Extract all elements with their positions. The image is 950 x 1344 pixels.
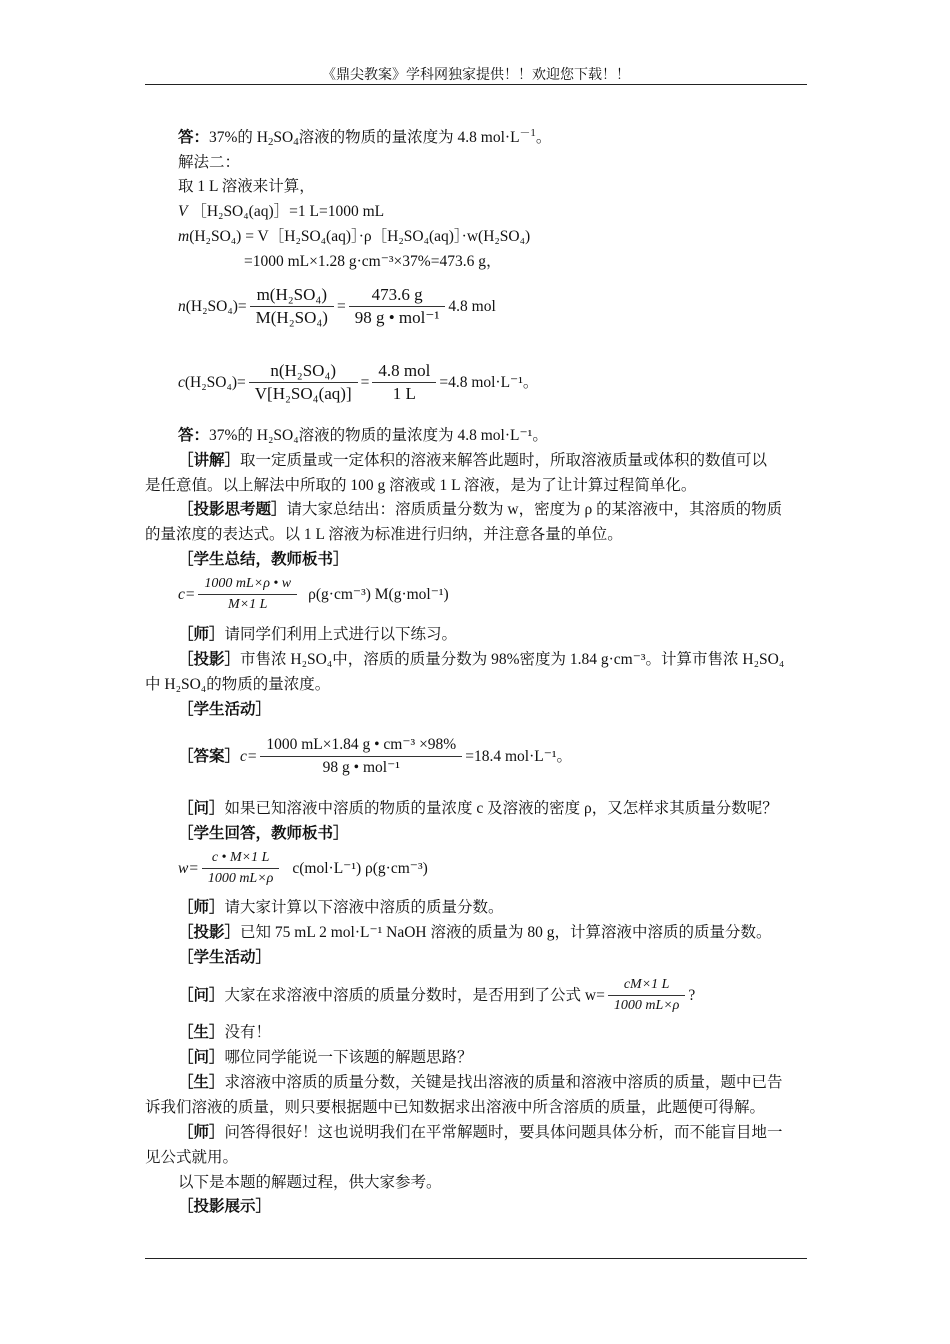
question-line-3: ［问］哪位同学能说一下该题的解题思路？ <box>178 1049 473 1066</box>
formula-w-fraction: $\frac{c • M\times 1 L}{1000 mL\times\rho}$ <box>202 848 280 889</box>
page-header: 《鼎尖教案》学科网独家提供！！欢迎您下载！！ <box>322 68 630 83</box>
footer-rule <box>145 1258 807 1259</box>
question-fraction: $\frac{cM\times 1 L}{1000 mL\times\rho}$ <box>608 975 686 1016</box>
take-1L-line: 取 1 L 溶液来计算， <box>178 178 315 195</box>
student-answer-tag: ［学生回答，教师板书］ <box>178 825 349 842</box>
answer-fraction: $\frac{\text{1000 mL×1.84 g • cm⁻³ ×98\%}}{\text{98 g • mol⁻¹}}$ <box>260 734 462 779</box>
mass-line-2: =1000 mL×1.28 g·cm⁻³×37%=473.6 g， <box>244 253 502 270</box>
method-two-heading: 解法二： <box>178 154 241 171</box>
projection-question-para: ［投影思考题］请大家总结出：溶质质量分数为 w，密度为 ρ 的某溶液中，其溶质的物质 <box>178 501 783 518</box>
explain-para: ［讲解］取一定质量或一定体积的溶液来解答此题时，所取溶液质量或体积的数值可以 <box>178 452 768 469</box>
student-line-2b: 诉我们溶液的质量，则只要根据题中已知数据求出溶液中所含溶质的质量，此题便可得解。 <box>145 1099 766 1116</box>
teacher-line-2: ［师］请大家计算以下溶液中溶质的质量分数。 <box>178 899 504 916</box>
answer-line-2: 答：37%的 H₂SO₄溶液的物质的量浓度为 4.8 mol·L⁻¹。 <box>178 427 548 444</box>
moles-fraction-2: $\frac{473.6 g}{\text{98 g • mol⁻¹}}$ <box>349 284 446 329</box>
answer-formula: ［答案］ c= $\frac{\text{1000 mL×1.84 g • cm⁻³ ×98\%}}{\text{98 g • mol⁻¹}}$ =18.4 mol·L⁻¹。 <box>178 734 572 779</box>
mass-line: m(H₂SO₄) = V［H₂SO₄(aq)］·ρ［H₂SO₄(aq)］·w(H₂SO₄) <box>178 228 531 245</box>
explain-para-2: 是任意值。以上解法中所取的 100 g 溶液或 1 L 溶液，是为了让计算过程简单化。 <box>145 477 697 494</box>
conc-fraction-2: $\frac{\text{4.8 mol}}{1 L}$ <box>372 360 436 405</box>
answer-line-1: 答：37%的 $H_2SO_4$溶液的物质的量浓度为 4.8 $mol\cdot L^{-1}$。 <box>178 127 552 148</box>
projection-para-1: ［投影］市售浓 H₂SO₄中，溶质的质量分数为 98%密度为 1.84 g·cm⁻³。计算市售浓 H₂SO₄ <box>178 651 785 668</box>
projection-para-1b: 中 H₂SO₄的物质的量浓度。 <box>145 676 331 693</box>
formula-w: w= $\frac{c • M\times 1 L}{1000 mL\times\rho}$ c(mol·L⁻¹) ρ(g·cm⁻³) <box>178 848 428 889</box>
teacher-line-3: ［师］问答得很好！这也说明我们在平常解题时，要具体问题具体分析，而不能盲目地一 <box>178 1124 783 1141</box>
student-summary-tag: ［学生总结，教师板书］ <box>178 551 349 568</box>
moles-formula: n (H₂SO₄)= $\frac{\text{m(H₂SO₄)}}{\text{M(H₂SO₄)}}$ = $\frac{473.6 g}{\text{98 g • mol⁻¹}}$ 4.8 mol <box>178 285 496 327</box>
student-activity-tag-2: ［学生活动］ <box>178 949 272 966</box>
student-line-1: ［生］没有！ <box>178 1024 272 1041</box>
projection-para-2: ［投影］已知 75 mL 2 mol·L⁻¹ NaOH 溶液的质量为 80 g，计算溶液中溶质的质量分数。 <box>178 924 772 941</box>
conc-fraction-1: $\frac{\text{n(H₂SO₄)}}{\text{V[H₂SO₄(aq)]}}$ <box>249 360 358 405</box>
formula-c: c= $\frac{1000 mL\times\rho • w}{M\times 1 L}$ ρ(g·cm⁻³) M(g·mol⁻¹) <box>178 574 449 615</box>
moles-fraction-1: $\frac{\text{m(H₂SO₄)}}{\text{M(H₂SO₄)}}$ <box>250 284 334 329</box>
projection-display-tag: ［投影展示］ <box>178 1198 272 1215</box>
concentration-formula: c (H₂SO₄)= $\frac{\text{n(H₂SO₄)}}{\text{V[H₂SO₄(aq)]}}$ = $\frac{\text{4.8 mol}}{1 L}$ =4.8 mol·L⁻¹。 <box>178 361 539 403</box>
student-line-2: ［生］求溶液中溶质的质量分数，关键是找出溶液的质量和溶液中溶质的质量，题中已告 <box>178 1074 783 1091</box>
answer-label: 答： <box>178 129 210 146</box>
header-rule <box>145 84 807 85</box>
reference-line: 以下是本题的解题过程，供大家参考。 <box>178 1174 442 1191</box>
formula-c-fraction: $\frac{1000 mL\times\rho • w}{M\times 1 L}$ <box>198 574 297 615</box>
question-line-1: ［问］如果已知溶液中溶质的物质的量浓度 c 及溶液的密度 ρ，又怎样求其质量分数呢？ <box>178 800 778 817</box>
projection-question-para-2: 的量浓度的表达式。以 1 L 溶液为标准进行归纳，并注意各量的单位。 <box>145 526 623 543</box>
question-line-2: ［问］ 大家在求溶液中溶质的质量分数时，是否用到了公式 w= $\frac{cM\times 1 L}{1000 mL\times\rho}$ ? <box>178 975 695 1016</box>
student-activity-tag-1: ［学生活动］ <box>178 701 272 718</box>
teacher-line-3b: 见公式就用。 <box>145 1149 239 1166</box>
volume-line: V ［H₂SO₄(aq)］=1 L=1000 mL <box>178 203 385 220</box>
teacher-line-1: ［师］请同学们利用上式进行以下练习。 <box>178 626 458 643</box>
